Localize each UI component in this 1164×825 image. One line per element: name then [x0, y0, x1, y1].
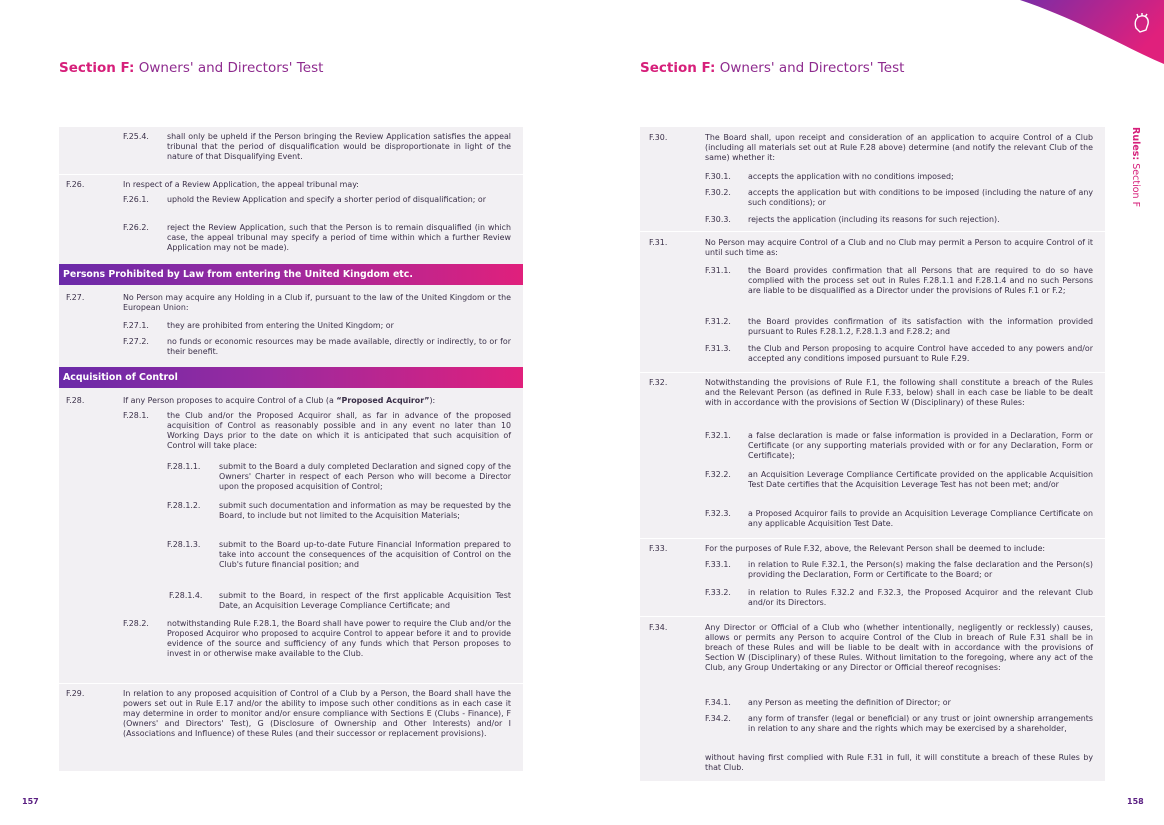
rule-number: F.28.2.	[123, 619, 149, 628]
rule-number: F.31.2.	[705, 317, 731, 326]
rule-text: reject the Review Application, such that the Person is to remain disqualified (in which case, the appeal tribunal may specify a period of time within which a further Review Application may not be made).	[167, 223, 511, 253]
rule-number: F.30.1.	[705, 172, 731, 181]
rule-text: notwithstanding Rule F.28.1, the Board shall have power to require the Club and/or the Proposed Acquiror who proposed to acquire Control to appear before it and to provide evidence of the source and sufficiency of any funds which that Person proposes to invest in or otherwise make available to the Club.	[167, 619, 511, 659]
rule-text: Notwithstanding the provisions of Rule F.1, the following shall constitute a breach of the Rules and the Relevant Person (as defined in Rule F.33, below) shall in each case be liable to be dealt with in accordance with the provisions of Section W (Disciplinary) of these Rules:	[705, 378, 1093, 408]
rule-number: F.32.3.	[705, 509, 731, 518]
rule-number: F.31.	[649, 238, 668, 247]
rule-number: F.27.	[66, 293, 85, 302]
rule-text: Any Director or Official of a Club who (whether intentionally, negligently or recklessly) causes, allows or permits any Person to acquire Control of the Club in breach of Rule F.31 shall be in breach of these Rules and will be liable to be dealt with in accordance with the provisions of Section W (Disciplinary) of these Rules. Without limitation to the foregoing, where any act of the Club, any Group Undertaking or any Director or Official thereof recognises:	[705, 623, 1093, 673]
rule-text: no funds or economic resources may be made available, directly or indirectly, to or for their benefit.	[167, 337, 511, 357]
rule-number: F.33.2.	[705, 588, 731, 597]
rule-number: F.31.1.	[705, 266, 731, 275]
rule-number: F.30.2.	[705, 188, 731, 197]
section-heading-prohibited: Persons Prohibited by Law from entering the United Kingdom etc.	[59, 264, 523, 285]
rule-text: For the purposes of Rule F.32, above, the Relevant Person shall be deemed to include:	[705, 544, 1046, 553]
rule-number: F.27.1.	[123, 321, 149, 330]
rule-text: an Acquisition Leverage Compliance Certificate provided on the applicable Acquisition Test Date certifies that the Acquisition Leverage Test has not been met; and/or	[748, 470, 1093, 490]
rule-number: F.34.1.	[705, 698, 731, 707]
rule-text: submit such documentation and information as may be requested by the Board, to include but not limited to the Acquisition Materials;	[219, 501, 511, 521]
rule-text: If any Person proposes to acquire Control of a Club (a “Proposed Acquiror”):	[123, 396, 436, 405]
rule-text: in relation to Rules F.32.2 and F.32.3, the Proposed Acquiror and the relevant Club and/or its Directors.	[748, 588, 1093, 608]
rule-text: shall only be upheld if the Person bringing the Review Application satisfies the appeal tribunal that the period of disqualification would be disproportionate in light of the nature of that Disqualifying Event.	[167, 132, 511, 162]
right-rules-panel	[640, 127, 1105, 781]
rule-number: F.32.1.	[705, 431, 731, 440]
rule-number: F.28.1.4.	[169, 591, 203, 600]
rule-text: a false declaration is made or false information is provided in a Declaration, Form or Certificate (or any supporting materials provided with or for any Declaration, Form or Certificate);	[748, 431, 1093, 461]
side-tab: Rules: Section F	[1130, 127, 1141, 208]
rule-text: the Board provides confirmation of its satisfaction with the information provided pursuant to Rules F.28.1.2, F.28.1.3 and F.28.2; and	[748, 317, 1093, 337]
rule-number: F.33.1.	[705, 560, 731, 569]
rule-number: F.26.2.	[123, 223, 149, 232]
rule-text: any Person as meeting the definition of Director; or	[748, 698, 951, 707]
rule-number: F.28.1.1.	[167, 462, 201, 471]
rule-text: accepts the application but with conditions to be imposed (including the nature of any such conditions); or	[748, 188, 1093, 208]
rule-text: the Club and/or the Proposed Acquiror shall, as far in advance of the proposed acquisition of Control as reasonably possible and in any event no later than 10 Working Days prior to the date on which it is anticipated that such acquisition of Control will take place:	[167, 411, 511, 451]
rule-text: In relation to any proposed acquisition of Control of a Club by a Person, the Board shall have the powers set out in Rule E.17 and/or the ability to impose such other conditions as in each case it may determine in order to monitor and/or ensure compliance with Sections E (Clubs - Finance), F (Owners' and Directors' Test), G (Disclosure of Ownership and Other Interests) and/or I (Associations and Influence) of these Rules (and their successor or replacement provisions).	[123, 689, 511, 739]
rule-number: F.34.2.	[705, 714, 731, 723]
left-rules-panel	[59, 127, 523, 771]
left-section-title: Section F: Owners' and Directors' Test	[59, 60, 324, 76]
rule-text: the Board provides confirmation that all Persons that are required to do so have complied with the process set out in Rules F.28.1.1 and F.28.1.4 and no such Persons are liable to be disqualified as a Director under the provisions of Rules F.1 or F.2;	[748, 266, 1093, 296]
rule-number: F.29.	[66, 689, 85, 698]
rule-text: In respect of a Review Application, the appeal tribunal may:	[123, 180, 359, 189]
rule-text: the Club and Person proposing to acquire Control have acceded to any powers and/or accepted any conditions imposed pursuant to Rule F.29.	[748, 344, 1093, 364]
rule-text: No Person may acquire Control of a Club and no Club may permit a Person to acquire Control of it until such time as:	[705, 238, 1093, 258]
rule-number: F.26.	[66, 180, 85, 189]
rule-number: F.28.1.2.	[167, 501, 201, 510]
rule-number: F.26.1.	[123, 195, 149, 204]
rule-text: without having first complied with Rule F.31 in full, it will constitute a breach of these Rules by that Club.	[705, 753, 1093, 773]
rule-number: F.33.	[649, 544, 668, 553]
page-number-right: 158	[1127, 797, 1144, 806]
rule-text: in relation to Rule F.32.1, the Person(s) making the false declaration and the Person(s) providing the Declaration, Form or Certificate to the Board; or	[748, 560, 1093, 580]
rule-number: F.34.	[649, 623, 668, 632]
section-heading-acquisition: Acquisition of Control	[59, 367, 523, 388]
rule-text: uphold the Review Application and specify a shorter period of disqualification; or	[167, 195, 486, 204]
rule-text: any form of transfer (legal or beneficial) or any trust or joint ownership arrangements in relation to any share and the rights which may be exercised by a shareholder,	[748, 714, 1093, 734]
rule-number: F.28.	[66, 396, 85, 405]
corner-swoosh	[1020, 0, 1164, 66]
rule-number: F.30.	[649, 133, 668, 142]
rule-text: a Proposed Acquiror fails to provide an Acquisition Leverage Compliance Certificate on any applicable Acquisition Test Date.	[748, 509, 1093, 529]
rule-text: The Board shall, upon receipt and consideration of an application to acquire Control of a Club (including all materials set out at Rule F.28 above) determine (and notify the relevant Club of the same) whether it:	[705, 133, 1093, 163]
rule-text: they are prohibited from entering the United Kingdom; or	[167, 321, 394, 330]
rule-number: F.30.3.	[705, 215, 731, 224]
page-number-left: 157	[22, 797, 39, 806]
rule-number: F.28.1.3.	[167, 540, 201, 549]
rule-text: rejects the application (including its reasons for such rejection).	[748, 215, 1000, 224]
rule-text: submit to the Board, in respect of the first applicable Acquisition Test Date, an Acquisition Leverage Compliance Certificate; and	[219, 591, 511, 611]
rule-number: F.27.2.	[123, 337, 149, 346]
rule-text: submit to the Board up-to-date Future Financial Information prepared to take into account the consequences of the acquisition of Control on the Club's future financial position; and	[219, 540, 511, 570]
rule-number: F.32.	[649, 378, 668, 387]
rule-number: F.25.4.	[123, 132, 149, 141]
rule-number: F.28.1.	[123, 411, 149, 420]
rule-text: No Person may acquire any Holding in a Club if, pursuant to the law of the United Kingdom or the European Union:	[123, 293, 511, 313]
rule-text: submit to the Board a duly completed Declaration and signed copy of the Owners' Charter in respect of each Person who will become a Director upon the proposed acquisition of Control;	[219, 462, 511, 492]
right-section-title: Section F: Owners' and Directors' Test	[640, 60, 905, 76]
rule-number: F.32.2.	[705, 470, 731, 479]
rule-number: F.31.3.	[705, 344, 731, 353]
rule-text: accepts the application with no conditions imposed;	[748, 172, 954, 181]
